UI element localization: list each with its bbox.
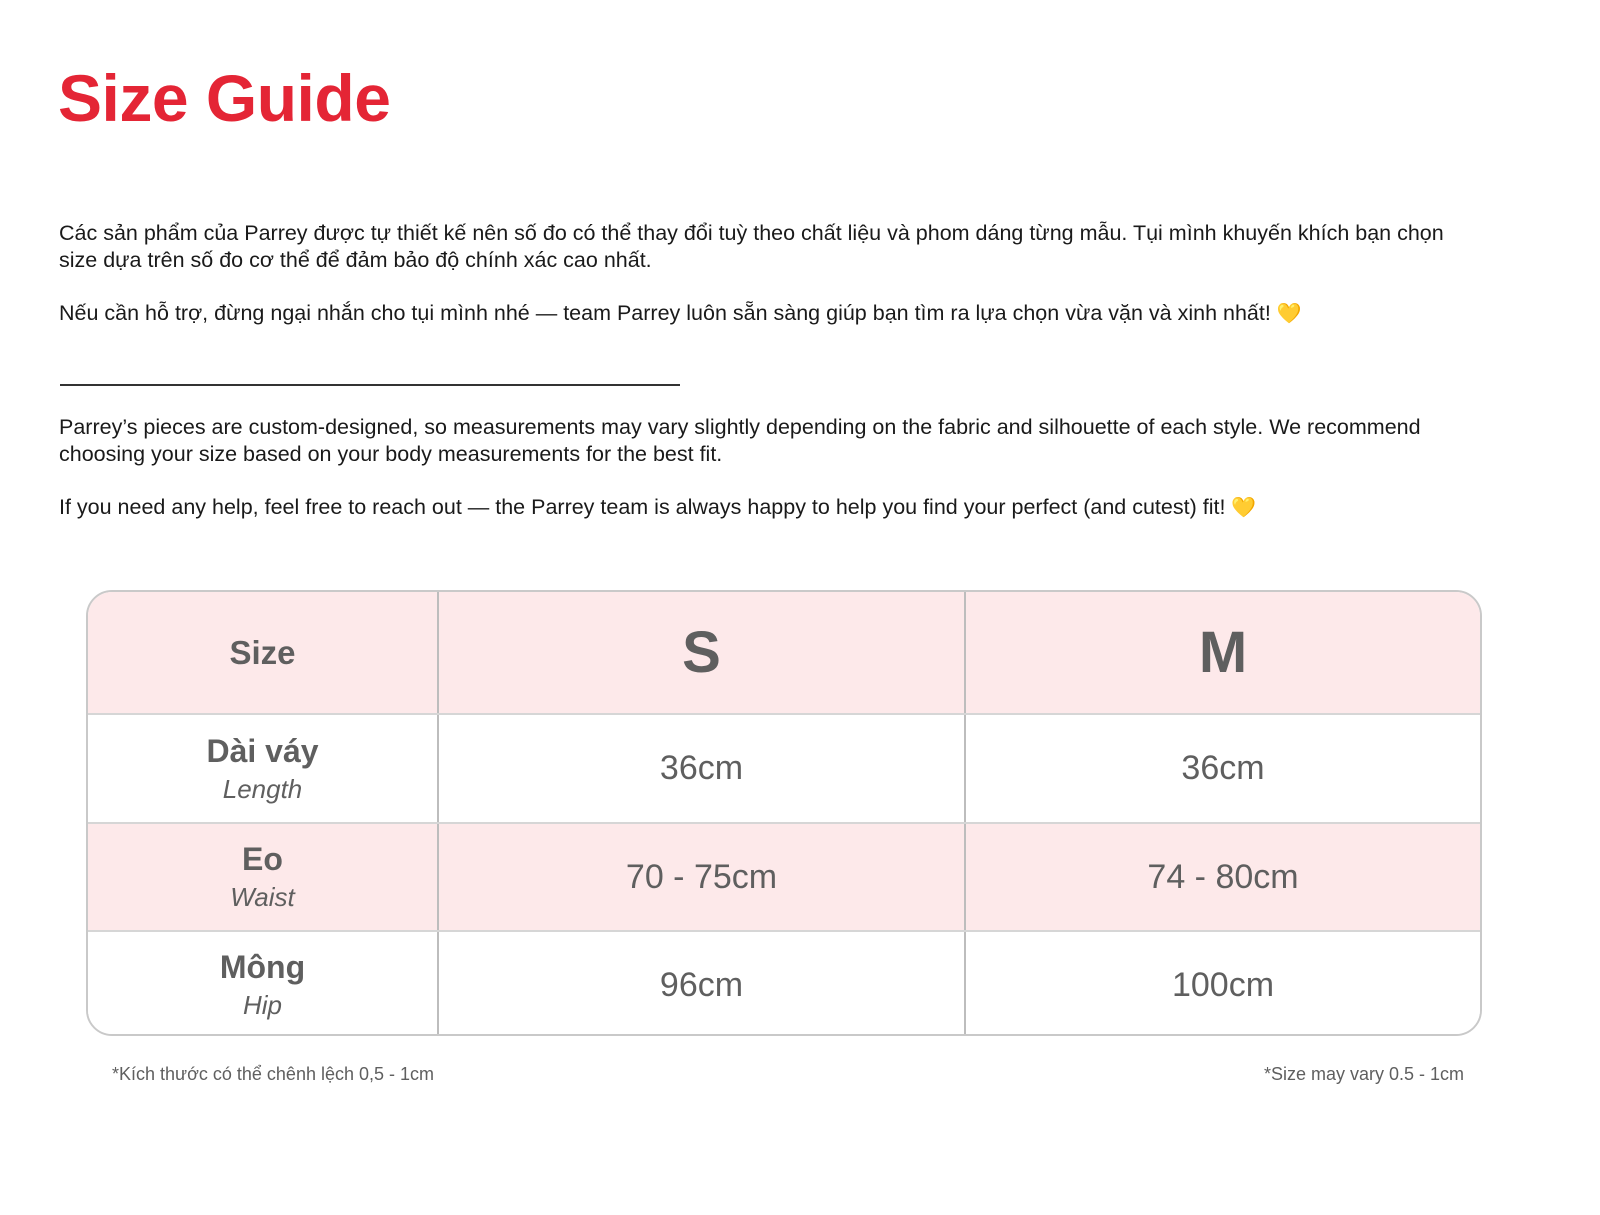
- header-label: Size: [229, 633, 296, 671]
- value-cell-s: [439, 715, 966, 822]
- row-label-vi: Mông: [219, 949, 306, 985]
- length-value-m: 36cm: [1181, 749, 1265, 787]
- page-title: Size Guide: [58, 61, 391, 135]
- row-label-vi: Dài váy: [206, 732, 319, 769]
- intro-en-paragraph-2-text: If you need any help, feel free to reach out — the Parrey team is always happy to help you find your perfect (and cutest) fit!: [59, 495, 1226, 519]
- length-value-s: 36cm: [659, 749, 744, 787]
- section-divider: [60, 384, 680, 386]
- header-size-m: M: [1198, 620, 1248, 685]
- value-cell-m: [966, 932, 1480, 1036]
- row-label-en: Length: [222, 773, 303, 804]
- size-note-en: *Size may vary 0.5 - 1cm: [1263, 1064, 1464, 1084]
- waist-value-m: 74 - 80cm: [1147, 857, 1299, 896]
- row-label-cell: [88, 932, 439, 1036]
- yellow-heart-icon: 💛: [1276, 303, 1302, 325]
- hip-value-s: 96cm: [659, 965, 744, 1004]
- hip-value-m: 100cm: [1171, 965, 1275, 1004]
- intro-vi-paragraph-2: [59, 300, 1539, 328]
- row-label-en: Waist: [230, 882, 295, 912]
- header-label-cell: [88, 592, 439, 713]
- size-note-vi: *Kích thước có thể chênh lệch 0,5 - 1cm: [112, 1064, 435, 1084]
- table-row-hip: [88, 930, 1480, 1036]
- row-label-vi: Eo: [242, 841, 283, 877]
- table-row-length: [88, 713, 1480, 822]
- size-table-header-row: [88, 592, 1480, 713]
- yellow-heart-icon: 💛: [1231, 497, 1257, 519]
- intro-en-paragraph-1: Parrey’s pieces are custom-designed, so measurements may vary slightly depending on the fabric and silhouette of each style. We recommend choosing your size based on your body measurements for the best fit.: [59, 415, 1421, 466]
- row-label-cell: [88, 824, 439, 930]
- row-label-en: Hip: [242, 990, 282, 1020]
- header-size-s-cell: [439, 592, 966, 713]
- value-cell-m: [966, 715, 1480, 822]
- intro-en-paragraph-2: [59, 494, 1539, 522]
- value-cell-s: [439, 932, 966, 1036]
- waist-value-s: 70 - 75cm: [625, 857, 778, 896]
- intro-vi-paragraph-1: Các sản phẩm của Parrey được tự thiết kế nên số đo có thể thay đổi tuỳ theo chất liệu và phom dáng từng mẫu. Tụi mình khuyến khích bạn chọn size dựa trên số đo cơ thể để đảm bảo độ chính xác cao nhất.: [59, 221, 1444, 272]
- header-size-s: S: [682, 620, 721, 685]
- row-label-cell: [88, 715, 439, 822]
- size-table: [86, 590, 1482, 1036]
- value-cell-s: [439, 824, 966, 930]
- header-size-m-cell: [966, 592, 1480, 713]
- table-row-waist: [88, 822, 1480, 930]
- intro-vi-paragraph-2-text: Nếu cần hỗ trợ, đừng ngại nhắn cho tụi mình nhé — team Parrey luôn sẵn sàng giúp bạn tìm ra lựa chọn vừa vặn và xinh nhất!: [59, 301, 1271, 325]
- value-cell-m: [966, 824, 1480, 930]
